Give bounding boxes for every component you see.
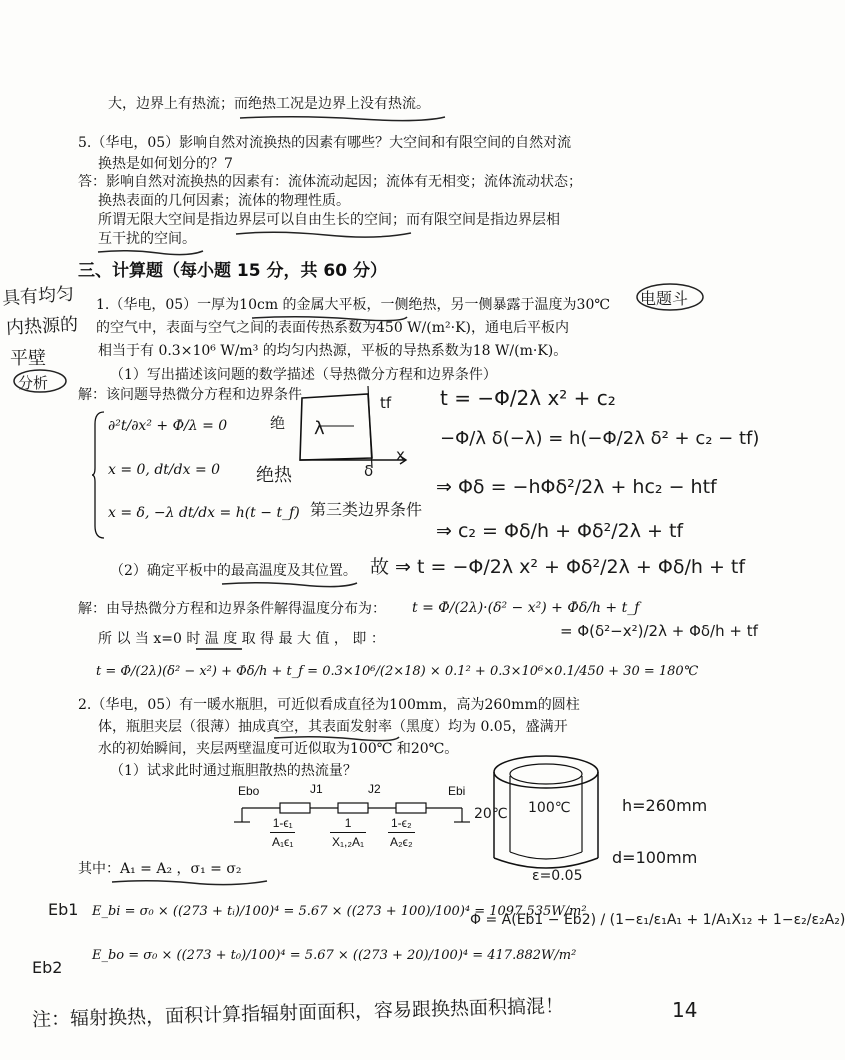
q5-answer-line2: 换热表面的几何因素；流体的物理性质。 bbox=[98, 193, 350, 209]
plate-sketch bbox=[280, 376, 410, 476]
analysis-circle bbox=[12, 368, 72, 394]
problem2-where: 其中：A₁ = A₂ ，σ₁ = σ₂ bbox=[78, 861, 242, 877]
note-eb1: Eb1 bbox=[48, 900, 79, 919]
problem1-sol1-label: 解：该问题导热微分方程和边界条件 bbox=[78, 387, 302, 403]
q5-question-line2: 换热是如何划分的？7 bbox=[98, 156, 233, 172]
corner-note-circle bbox=[636, 282, 708, 312]
sketch-wall-right: tf bbox=[380, 394, 392, 412]
temperature-distribution: t = Φ̇/(2λ)·(δ² − x²) + Φ̇δ/h + t_f bbox=[412, 600, 640, 616]
note-eb2: Eb2 bbox=[32, 958, 63, 977]
underline-stroke bbox=[240, 114, 450, 122]
note-third-bc: 第三类边界条件 bbox=[310, 500, 423, 519]
problem2-part1: （1）试求此时通过瓶胆散热的热流量？ bbox=[110, 763, 357, 779]
problem1-line3: 相当于有 0.3×10⁶ W/m³ 的均匀内热源，平板的导热系数为18 W/(m·K)。 bbox=[98, 343, 568, 359]
problem2-line1: 2.（华电，05）有一暖水瓶胆，可近似看成直径为100mm，高为260mm的圆柱 bbox=[78, 697, 580, 713]
resistance-1: $\frac{\text{1-ϵ₁}}{\text{A₁ϵ₁}}$ bbox=[272, 816, 294, 849]
derivation-4: ⇒ c₂ = Φδ/h + Φδ²/2λ + tf bbox=[436, 520, 684, 542]
derivation-6: = Φ(δ²−x²)/2λ + Φδ/h + tf bbox=[560, 622, 758, 640]
circuit-j2: J2 bbox=[368, 782, 381, 796]
resistance-3: $\frac{\text{1-ϵ₂}}{\text{A₂ϵ₂}}$ bbox=[390, 816, 413, 849]
q5-question-line1: 5.（华电，05）影响自然对流换热的因素有哪些？大空间和有限空间的自然对流 bbox=[78, 135, 572, 151]
equation-brace bbox=[92, 410, 106, 540]
derivation-3: ⇒ Φδ = −hΦδ²/2λ + hc₂ − htf bbox=[436, 476, 717, 498]
underline-stroke bbox=[98, 248, 208, 256]
circuit-ebo: Ebo bbox=[238, 784, 260, 798]
underline-stroke bbox=[196, 646, 246, 652]
margin-note-analysis: 分析 bbox=[18, 374, 49, 392]
sketch-lambda: λ bbox=[314, 418, 325, 439]
equation-a: ∂²t/∂x² + Φ̇/λ = 0 bbox=[108, 418, 228, 434]
resistance-2: $\frac{1}{\text{X₁,₂A₁}}$ bbox=[332, 816, 365, 849]
q5-answer-line4: 互干扰的空间。 bbox=[98, 231, 196, 247]
phi-formula: Φ = A(Eb1 − Eb2) / (1−ε₁/ε₁A₁ + 1/A₁X₁₂ + 1−ε₂/ε₂A₂) bbox=[470, 912, 845, 928]
sketch-x-axis: x bbox=[396, 446, 405, 464]
q5-answer-line1: 答：影响自然对流换热的因素有：流体流动起因；流体有无相变；流体流动状态； bbox=[78, 174, 582, 190]
cylinder-diameter: d=100mm bbox=[612, 848, 698, 867]
problem1-part2: （2）确定平板中的最高温度及其位置。 bbox=[110, 563, 357, 579]
underline-stroke bbox=[222, 580, 362, 588]
derivation-5: 故 ⇒ t = −Φ/2λ x² + Φδ²/2λ + Φδ/h + tf bbox=[370, 556, 746, 578]
problem1-sol2-line: 解：由导热微分方程和边界条件解得温度分布为： bbox=[78, 601, 386, 617]
result-equation: t = Φ̇/(2λ)(δ² − x²) + Φ̇δ/h + t_f = 0.3×10⁶/(2×18) × 0.1² + 0.3×10⁶×0.1/450 + 30 = 180℃ bbox=[96, 664, 699, 679]
problem1-line2: 的空气中，表面与空气之间的表面传热系数为450 W/(m²·K)，通电后平板内 bbox=[96, 320, 569, 336]
corner-note: 电题斗 bbox=[640, 289, 689, 308]
problem2-line2: 体，瓶胆夹层（很薄）抽成真空，其表面发射率（黑度）均为 0.05，盛满开 bbox=[98, 719, 568, 735]
underline-stroke bbox=[236, 229, 416, 239]
cylinder-height: h=260mm bbox=[622, 796, 708, 815]
problem2-line3: 水的初始瞬间，夹层两壁温度可近似取为100℃ 和20℃。 bbox=[98, 741, 459, 757]
underline-stroke bbox=[274, 734, 404, 742]
margin-note-line2: 内热源的 bbox=[5, 314, 79, 339]
section-title: 三、计算题（每小题 15 分，共 60 分） bbox=[78, 261, 387, 281]
cylinder-outer-temp: 20℃ bbox=[474, 806, 508, 822]
footer-note: 注：辐射换热，面积计算指辐射面面积，容易跟换热面积搞混！ bbox=[31, 995, 565, 1031]
sketch-delta: δ bbox=[364, 462, 374, 480]
circuit-ebi: Ebi bbox=[448, 784, 466, 798]
equation-ebi: E_bi = σ₀ × ((273 + tᵢ)/100)⁴ = 5.67 × ((273 + 100)/100)⁴ = 1097.535W/m² bbox=[92, 904, 587, 919]
cylinder-inner-temp: 100℃ bbox=[528, 800, 571, 816]
equation-ebo: E_bo = σ₀ × ((273 + t₀)/100)⁴ = 5.67 × ((273 + 20)/100)⁴ = 417.882W/m² bbox=[92, 948, 577, 963]
sketch-wall-left: 绝 bbox=[270, 414, 286, 432]
page-number: 14 bbox=[672, 998, 698, 1022]
equation-b: x = 0, dt/dx = 0 bbox=[108, 462, 221, 478]
derivation-1: t = −Φ/2λ x² + c₂ bbox=[440, 386, 616, 410]
equation-c: x = δ, −λ dt/dx = h(t − t_f) bbox=[108, 505, 300, 521]
problem1-line1: 1.（华电，05）一厚为10cm 的金属大平板，一侧绝热，另一侧暴露于温度为30℃ bbox=[96, 297, 611, 313]
margin-note-line3: 平壁 bbox=[10, 348, 46, 369]
circuit-j1: J1 bbox=[310, 782, 323, 796]
cylinder-emissivity: ε=0.05 bbox=[532, 868, 583, 884]
note-adiabatic: 绝热 bbox=[256, 465, 292, 486]
q5-answer-line3: 所谓无限大空间是指边界层可以自由生长的空间；而有限空间是指边界层相 bbox=[98, 212, 560, 228]
derivation-2: −Φ/λ δ(−λ) = h(−Φ/2λ δ² + c₂ − tf) bbox=[440, 428, 760, 449]
underline-stroke bbox=[112, 878, 272, 886]
problem1-max-line: 所 以 当 x=0 时 温 度 取 得 最 大 值 ， 即 ： bbox=[98, 631, 385, 647]
underline-stroke bbox=[252, 314, 412, 322]
margin-note-line1: 具有均匀 bbox=[1, 283, 75, 310]
top-line: 大，边界上有热流；而绝热工况是边界上没有热流。 bbox=[108, 96, 430, 112]
problem1-part1: （1）写出描述该问题的数学描述（导热微分方程和边界条件） bbox=[110, 367, 497, 383]
